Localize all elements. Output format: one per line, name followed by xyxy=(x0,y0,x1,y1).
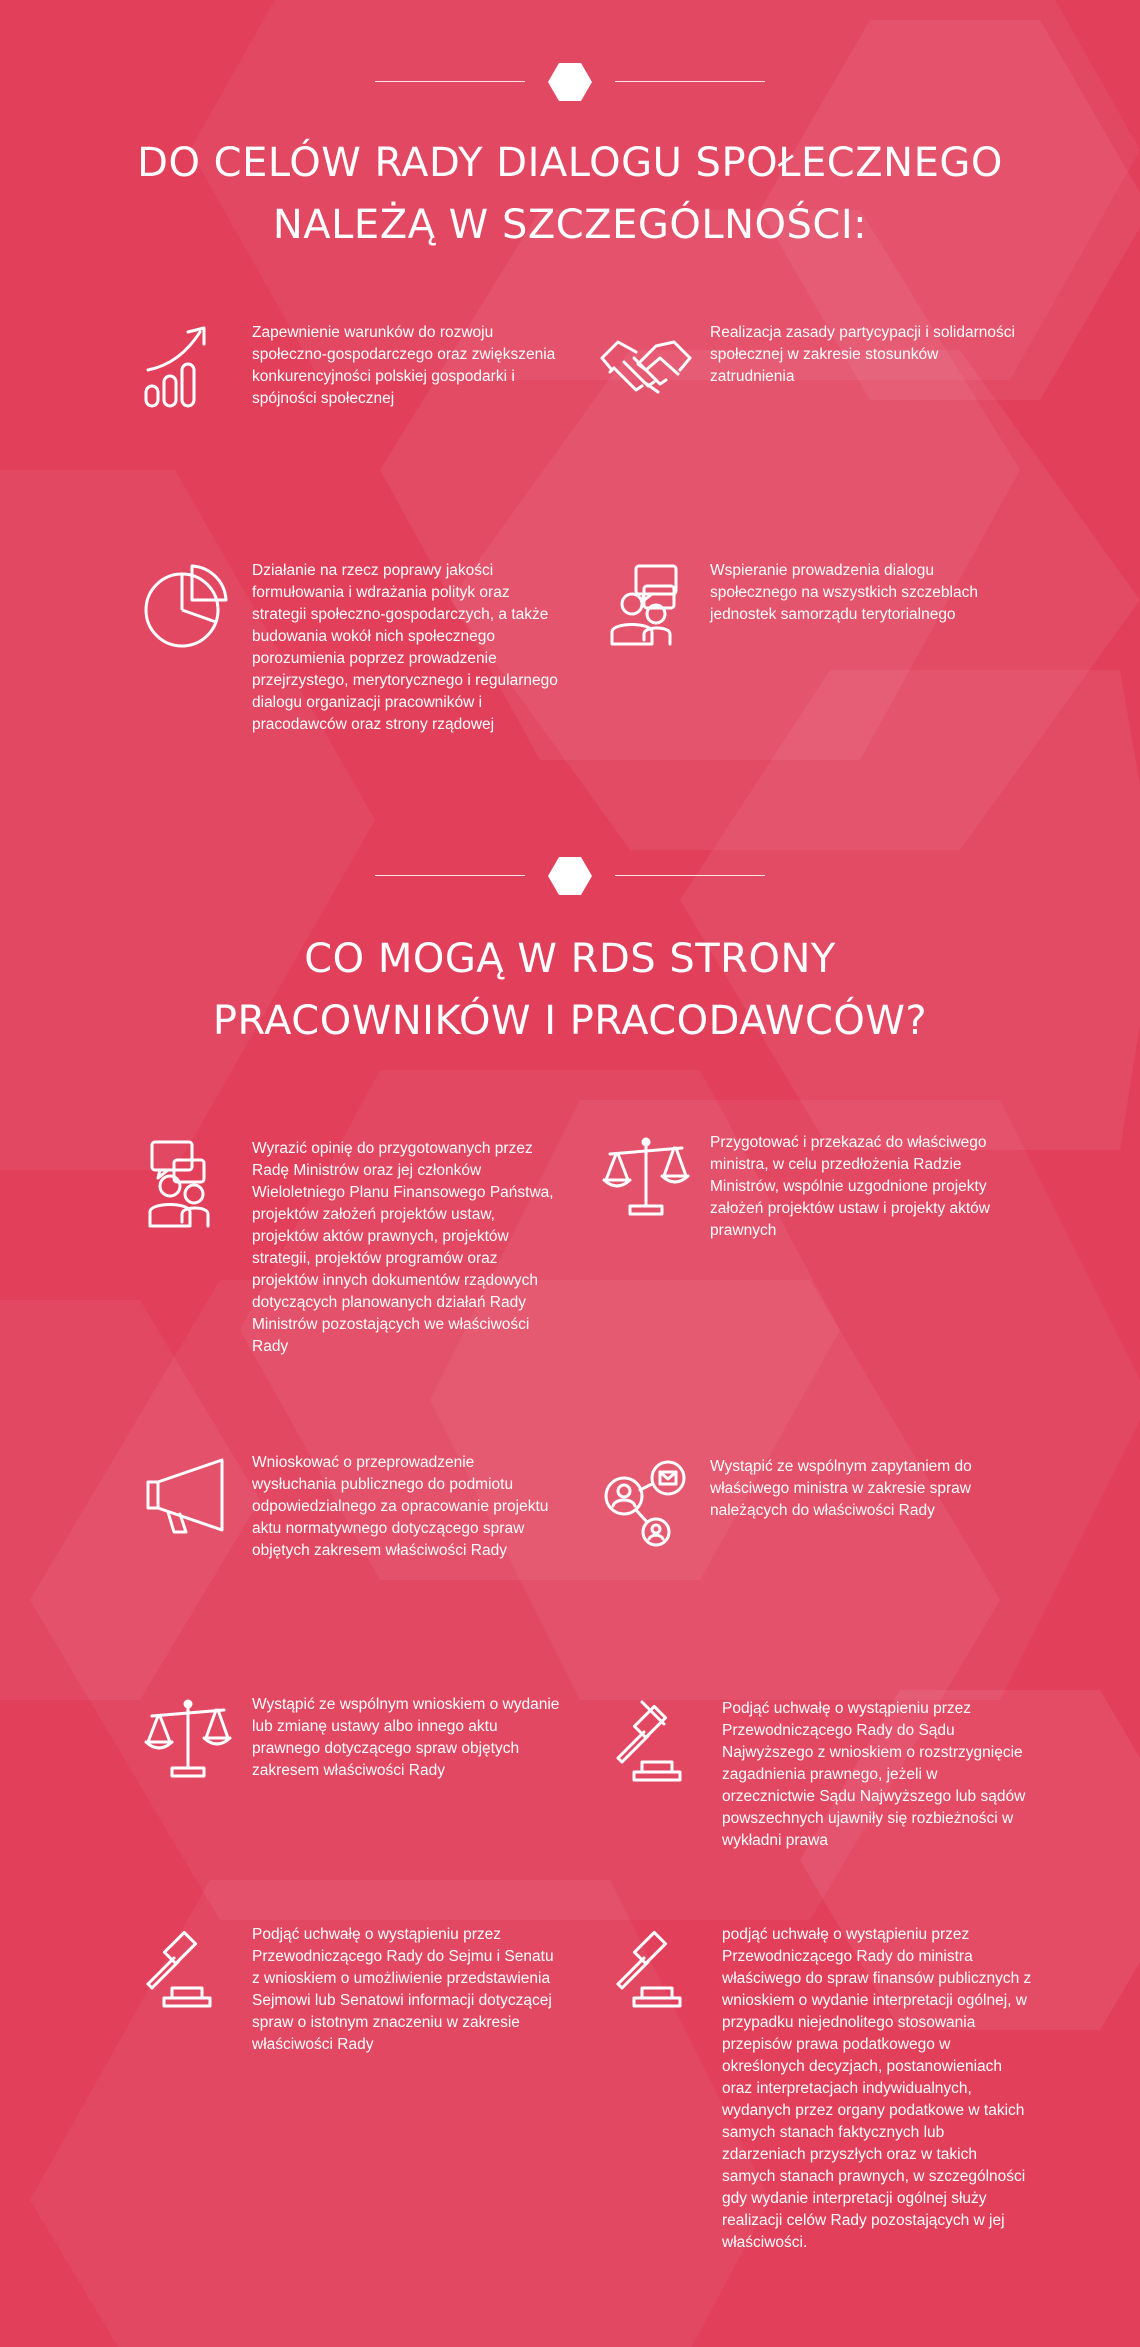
divider-line-right xyxy=(615,875,765,876)
section-heading xyxy=(0,928,1140,1052)
dialogue-people-icon xyxy=(142,1138,234,1230)
power-text: Wnioskować o przeprowadzenie wysłuchania publicznego do podmiotu odpowiedzialnego za opracowanie projektu aktu normatywnego dotyczącego spraw objętych zakresem właściwości Rady xyxy=(252,1454,549,1559)
section-divider xyxy=(0,856,1140,896)
divider-line-right xyxy=(615,81,765,82)
section-heading xyxy=(0,132,1140,256)
goal-text: Zapewnienie warunków do rozwoju społeczno-gospodarczego oraz zwiększenia konkurencyjności polskiej gospodarki i spójności społecznej xyxy=(252,324,556,407)
heading-line: PRACOWNIKÓW I PRACODAWCÓW? xyxy=(212,998,928,1044)
hexagon-icon xyxy=(548,62,592,102)
handshake-icon xyxy=(600,322,692,414)
divider-line-left xyxy=(375,875,525,876)
power-text: Przygotować i przekazać do właściwego ministra, w celu przedłożenia Radzie Ministrów, wspólnie uzgodnione projekty założeń projektów ustaw i projekty aktów prawnych xyxy=(710,1134,990,1239)
heading-line: CO MOGĄ W RDS STRONY xyxy=(304,936,836,982)
power-text: Wystąpić ze wspólnym wnioskiem o wydanie lub zmianę ustawy albo innego aktu prawnego dotyczącego spraw objętych zakresem właściwości Rady xyxy=(252,1696,560,1779)
goal-text: Wspieranie prowadzenia dialogu społecznego na wszystkich szczeblach jednostek samorządu terytorialnego xyxy=(710,562,978,623)
network-contacts-icon xyxy=(600,1456,692,1548)
scales-icon xyxy=(600,1132,692,1224)
growth-chart-icon xyxy=(142,322,234,414)
heading-line: DO CELÓW RADY DIALOGU SPOŁECZNEGO xyxy=(137,140,1003,186)
power-text: Podjąć uchwałę o wystąpieniu przez Przewodniczącego Rady do Sejmu i Senatu z wnioskiem o umożliwienie przedstawienia Sejmowi lub Senatowi informacji dotyczącej spraw o istotnym znaczeniu w zakresie właściwości Rady xyxy=(252,1926,554,2053)
scales-icon xyxy=(142,1694,234,1786)
megaphone-icon xyxy=(142,1452,234,1544)
goal-text: Działanie na rzecz poprawy jakości formułowania i wdrażania polityk oraz strategii społeczno-gospodarczych, a także budowania wokół nich społecznego porozumienia poprzez prowadzenie przejrzystego, merytorycznego i regularnego dialogu organizacji pracowników i pracodawców oraz strony rządowej xyxy=(252,562,558,733)
gavel-icon xyxy=(142,1924,234,2016)
section-divider xyxy=(0,62,1140,102)
power-text: Wystąpić ze wspólnym zapytaniem do właściwego ministra w zakresie spraw należących do właściwości Rady xyxy=(710,1458,972,1519)
heading-line: NALEŻĄ W SZCZEGÓLNOŚCI: xyxy=(272,202,868,248)
gavel-icon xyxy=(612,1924,704,2016)
power-text: podjąć uchwałę o wystąpieniu przez Przewodniczącego Rady do ministra właściwego do spraw finansów publicznych z wnioskiem o wydanie interpretacji ogólnej, w przypadku niejednolitego stosowania przepisów prawa podatkowego w określonych decyzjach, postanowieniach oraz interpretacjach indywidualnych, wydanych przez organy podatkowe w takich samych stanach faktycznych lub zdarzeniach przyszłych oraz w takich samych stanach prawnych, w szczególności gdy wydanie interpretacji ogólnej służy realizacji celów Rady pozostających w jej właściwości. xyxy=(722,1926,1032,2251)
hexagon-icon xyxy=(548,856,592,896)
dialogue-people-icon xyxy=(600,560,692,652)
pie-chart-icon xyxy=(142,560,234,652)
goal-text: Realizacja zasady partycypacji i solidarności społecznej w zakresie stosunków zatrudnienia xyxy=(710,324,1015,385)
power-text: Wyrazić opinię do przygotowanych przez Radę Ministrów oraz jej członków Wieloletniego Planu Finansowego Państwa, projektów założeń projektów ustaw, projektów aktów prawnych, projektów strategii, projektów programów oraz projektów innych dokumentów rządowych dotyczących planowanych działań Rady Ministrów pozostających we właściwości Rady xyxy=(252,1140,554,1355)
divider-line-left xyxy=(375,81,525,82)
power-text: Podjąć uchwałę o wystąpieniu przez Przewodniczącego Rady do Sądu Najwyższego z wnioskiem o rozstrzygnięcie zagadnienia prawnego, jeżeli w orzecznictwie Sądu Najwyższego lub sądów powszechnych ujawniły się rozbieżności w wykładni prawa xyxy=(722,1700,1026,1849)
gavel-icon xyxy=(612,1698,704,1790)
